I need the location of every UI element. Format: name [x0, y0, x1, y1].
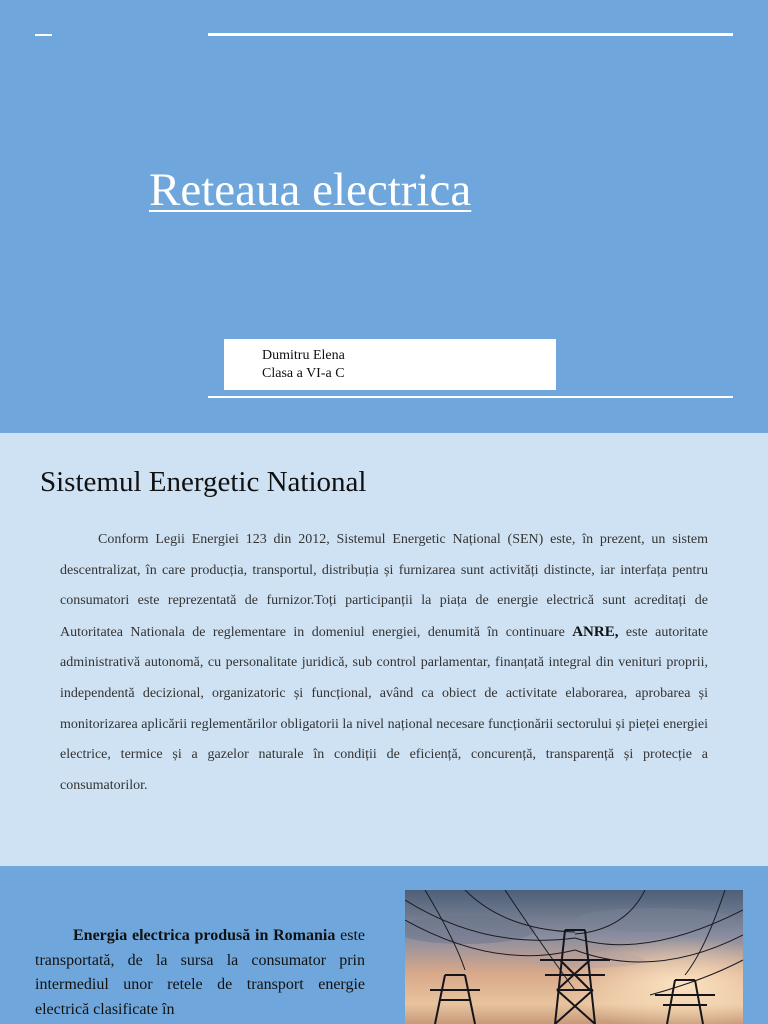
- bottom-rule: [208, 396, 733, 398]
- transport-paragraph: [35, 924, 365, 1022]
- anre-bold: ANRE,: [572, 623, 619, 640]
- sen-text-a: Conform Legii Energiei 123 din 2012, Sistemul Energetic Național (SEN) este, în prezent, un sistem descentralizat, în care producția, transportul, distribuția și furnizarea sunt activități distincte, iar interfața pentru consumatori este reprezentată de furnizor.Toți participanții la piața de energie electrică sunt acreditați de Autoritatea Nationala de reglementare in domeniul energiei, denumită în continuare: [60, 532, 708, 640]
- author-class: Clasa a VI-a C: [262, 366, 345, 381]
- author-name: Dumitru Elena: [262, 348, 345, 363]
- title-slide: [0, 0, 768, 433]
- transport-slide: [0, 866, 768, 1024]
- sen-paragraph: [60, 525, 708, 801]
- author-box: [224, 339, 556, 390]
- sen-slide: [0, 433, 768, 866]
- power-lines-photo: [405, 890, 743, 1024]
- top-left-dash: [35, 34, 52, 36]
- section-heading: Sistemul Energetic National: [40, 466, 367, 498]
- sen-text-b: este autoritate administrativă autonomă, cu personalitate juridică, sub control parlamentar, finanțată integral din venituri proprii, independentă decizional, organizatoric și funcțional, având ca obiect de activitate elaborarea, aprobarea și monitorizarea aplicării reglementărilor obligatorii la nivel național necesare funcționării sectorului și pieței energiei electrice, termice și a gazelor naturale în condiții de eficiență, concurență, transparență și protecție a consumatorilor.: [60, 624, 708, 793]
- slide-title: Reteaua electrica: [149, 164, 472, 216]
- power-lines-image: [405, 890, 743, 1024]
- transport-bold: Energia electrica produsă in Romania: [73, 927, 336, 944]
- top-rule: [208, 33, 733, 36]
- transport-text: este transportată, de la sursa la consumator prin intermediul unor retele de transport energie electrică clasificate în: [35, 927, 366, 1018]
